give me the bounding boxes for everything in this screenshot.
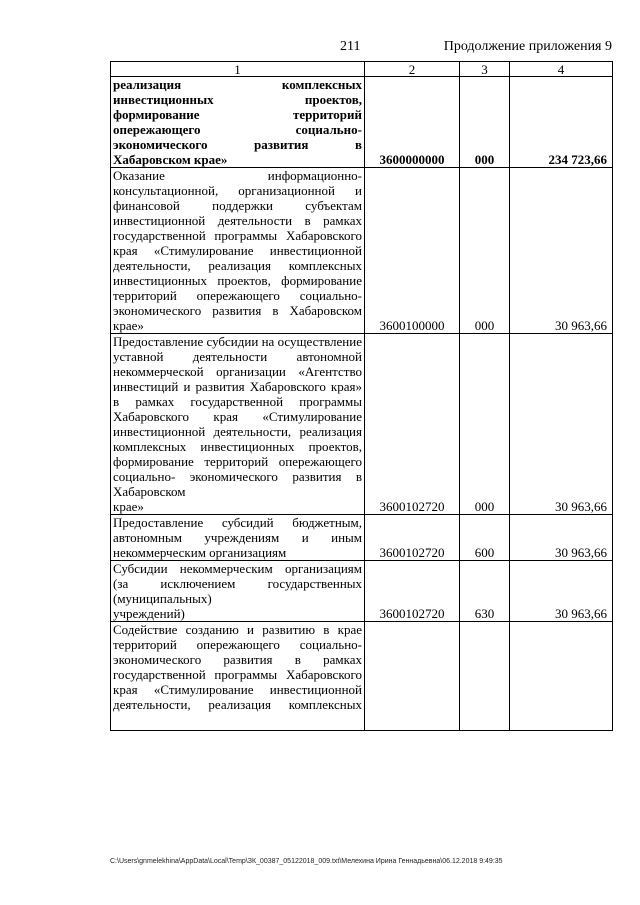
- row-sum: 30 963,66: [510, 334, 613, 515]
- desc-line: формирование территорий: [113, 107, 362, 122]
- desc-line: Предоставление субсидии на: [113, 334, 275, 349]
- row-sum: 30 963,66: [510, 561, 613, 622]
- desc-line: инвестиционной деятельности,: [113, 243, 362, 273]
- file-path-footer: C:\Users\gnmelekhina\AppData\Local\Temp\ЗК_00387_05122018_009.txt\Мелехина Ирина Геннадьевна\06.12.2018 9:49:35: [110, 858, 503, 865]
- desc-line: государственной программы: [113, 667, 278, 682]
- row-description: [111, 515, 365, 561]
- desc-line: государственной программы: [190, 394, 362, 409]
- row-code: 3600102720: [365, 561, 460, 622]
- desc-line: Хабаровского края «Стимулирование: [113, 409, 362, 424]
- desc-line: Оказание информационно-: [113, 168, 362, 183]
- desc-line: территорий опережающего социально-: [113, 637, 362, 652]
- page-number: 211: [340, 39, 361, 54]
- row-group: 630: [460, 561, 510, 622]
- column-header: 4: [510, 62, 613, 77]
- row-group: 000: [460, 77, 510, 168]
- table-row: [111, 334, 613, 515]
- row-group: [460, 622, 510, 731]
- table-row: [111, 561, 613, 622]
- desc-line: опережающего социально-: [196, 288, 362, 303]
- desc-line: Хабаровского края «Стимулирование: [113, 667, 362, 697]
- desc-line: реализация комплексных: [208, 697, 362, 712]
- desc-line: опережающего социально-: [113, 454, 362, 484]
- page-header: [110, 39, 612, 57]
- row-group: 000: [460, 168, 510, 334]
- desc-line: экономического развития в Хабаровском: [113, 469, 362, 499]
- row-group: 000: [460, 334, 510, 515]
- row-description: [111, 334, 365, 515]
- desc-line: инвестиционной деятельности в рамках: [113, 213, 362, 228]
- desc-line: осуществление уставной деятельности: [113, 334, 362, 364]
- table-row: [111, 622, 613, 731]
- row-sum: [510, 622, 613, 731]
- desc-line: реализация комплексных: [113, 424, 362, 454]
- column-header-row: [111, 62, 613, 77]
- row-group: 600: [460, 515, 510, 561]
- desc-line: крае»: [113, 318, 144, 333]
- desc-line: финансовой поддержки субъектам: [113, 198, 362, 213]
- desc-line: инвестиционной деятельности,: [113, 682, 362, 712]
- desc-line: Предоставление субсидий бюджетным,: [113, 515, 362, 530]
- desc-line: инвестиционных проектов,: [113, 273, 271, 288]
- table-row: [111, 77, 613, 168]
- desc-line: экономического развития в рамках: [113, 652, 362, 667]
- row-description: [111, 168, 365, 334]
- desc-line: автономной некоммерческой: [113, 349, 362, 379]
- desc-line: консультационной, организационной и: [113, 183, 362, 198]
- row-code: 3600100000: [365, 168, 460, 334]
- row-code: 3600102720: [365, 515, 460, 561]
- column-header: 2: [365, 62, 460, 77]
- row-code: [365, 622, 460, 731]
- desc-line: инвестиционных проектов,: [200, 439, 362, 454]
- desc-line: реализация комплексных: [113, 77, 362, 92]
- desc-line: Хабаровском крае»: [113, 152, 228, 167]
- desc-line: реализация комплексных: [208, 258, 362, 273]
- row-description: [111, 561, 365, 622]
- desc-line: Хабаровского края «Стимулирование: [113, 228, 362, 258]
- desc-line: развития Хабаровского края» в рамках: [113, 379, 362, 409]
- desc-line: крае»: [113, 499, 144, 514]
- row-sum: 234 723,66: [510, 77, 613, 168]
- desc-line: Содействие созданию и развитию в крае: [113, 622, 362, 637]
- continuation-label: Продолжение приложения 9: [443, 39, 612, 54]
- desc-line: формирование территорий: [113, 454, 269, 469]
- desc-line: инвестиционной деятельности,: [113, 424, 292, 439]
- desc-line: Субсидии некоммерческим: [113, 561, 273, 576]
- desc-line: государственной программы: [113, 228, 278, 243]
- desc-line: государственных (муниципальных): [113, 576, 363, 606]
- row-description: [111, 622, 365, 731]
- row-sum: 30 963,66: [510, 168, 613, 334]
- desc-line: учреждений): [113, 606, 185, 621]
- desc-line: организациям (за исключением: [113, 561, 362, 591]
- desc-line: организации «Агентство инвестиций и: [113, 364, 362, 394]
- row-code: 3600102720: [365, 334, 460, 515]
- desc-line: формирование территорий: [113, 273, 362, 303]
- column-header: 3: [460, 62, 510, 77]
- table-row: [111, 515, 613, 561]
- desc-line: инвестиционных проектов,: [113, 92, 362, 107]
- desc-line: автономным учреждениям и иным: [113, 530, 362, 545]
- row-code: 3600000000: [365, 77, 460, 168]
- desc-line: опережающего социально-: [113, 122, 362, 137]
- row-sum: 30 963,66: [510, 515, 613, 561]
- column-header: 1: [111, 62, 365, 77]
- desc-line: некоммерческим организациям: [113, 545, 287, 560]
- desc-line: экономического развития в Хабаровском: [113, 303, 362, 318]
- appendix-table: [110, 61, 613, 731]
- desc-line: экономического развития в: [113, 137, 362, 152]
- table-row: [111, 168, 613, 334]
- row-description: [111, 77, 365, 168]
